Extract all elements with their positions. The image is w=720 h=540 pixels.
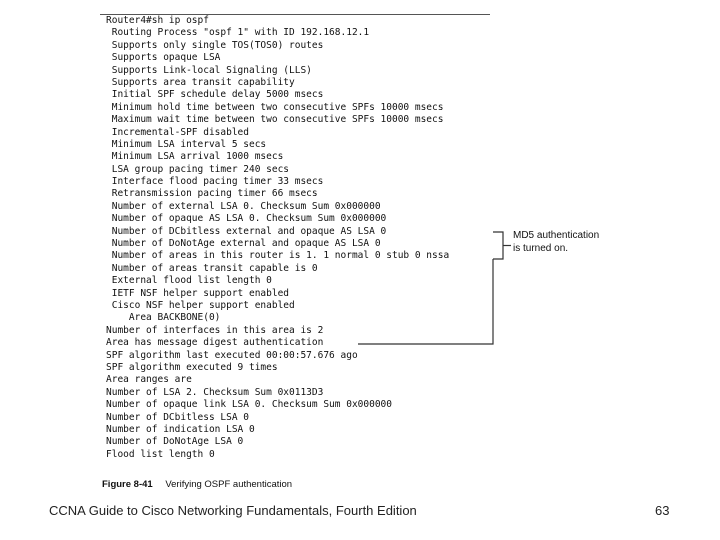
figure-caption-text: Verifying OSPF authentication [165,479,293,490]
terminal-line: LSA group pacing timer 240 secs [106,163,290,175]
terminal-line: Number of opaque link LSA 0. Checksum Sum 0x000000 [106,399,392,411]
terminal-line: Number of DCbitless LSA 0 [106,411,249,423]
terminal-line: Initial SPF schedule delay 5000 msecs [106,89,324,101]
terminal-line: Number of opaque AS LSA 0. Checksum Sum 0x000000 [106,213,387,225]
terminal-line: Router4#sh ip ospf [106,15,209,26]
terminal-line: Cisco NSF helper support enabled [106,299,295,311]
terminal-line: Supports area transit capability [106,76,295,88]
figure-caption [102,479,292,490]
terminal-line: Number of indication LSA 0 [106,423,255,435]
terminal-line: Area ranges are [106,374,192,386]
terminal-line: Flood list length 0 [106,448,215,460]
terminal-line: Number of DCbitless external and opaque AS LSA 0 [106,225,387,237]
terminal-line: Interface flood pacing timer 33 msecs [106,176,324,188]
page-number: 63 [655,503,670,518]
terminal-line: Number of DoNotAge LSA 0 [106,436,244,448]
callout-line-2: is turned on. [513,243,569,254]
terminal-line: Supports Link-local Signaling (LLS) [106,64,312,76]
terminal-line: IETF NSF helper support enabled [106,287,290,299]
terminal-line: Number of areas transit capable is 0 [106,262,318,274]
terminal-line: SPF algorithm executed 9 times [106,361,278,373]
terminal-line: Number of external LSA 0. Checksum Sum 0x000000 [106,200,381,212]
terminal-line: Area has message digest authentication [106,337,324,349]
terminal-line: Maximum wait time between two consecutive SPFs 10000 msecs [106,114,444,126]
terminal-line: Supports opaque LSA [106,52,221,64]
terminal-line: Minimum LSA arrival 1000 msecs [106,151,284,163]
terminal-line: External flood list length 0 [106,275,272,287]
terminal-line: Number of interfaces in this area is 2 [106,324,324,336]
terminal-line: Minimum LSA interval 5 secs [106,138,267,150]
terminal-line: Area BACKBONE(0) [106,312,221,324]
terminal-line: Number of LSA 2. Checksum Sum 0x0113D3 [106,386,324,398]
terminal-line: Number of areas in this router is 1. 1 normal 0 stub 0 nssa [106,250,450,262]
footer-title: CCNA Guide to Cisco Networking Fundamentals, Fourth Edition [49,503,417,518]
terminal-line: Routing Process "ospf 1" with ID 192.168.12.1 [106,27,370,39]
terminal-line: Incremental-SPF disabled [106,126,249,138]
terminal-line: Minimum hold time between two consecutive SPFs 10000 msecs [106,101,444,113]
callout-note [513,229,599,255]
figure-label: Figure 8-41 [102,479,153,490]
terminal-line: Number of DoNotAge external and opaque AS LSA 0 [106,238,381,250]
terminal-line: Retransmission pacing timer 66 msecs [106,188,318,200]
terminal-line: Supports only single TOS(TOS0) routes [106,39,324,51]
terminal-line: SPF algorithm last executed 00:00:57.676 ago [106,349,358,361]
callout-line-1: MD5 authentication [513,230,600,241]
